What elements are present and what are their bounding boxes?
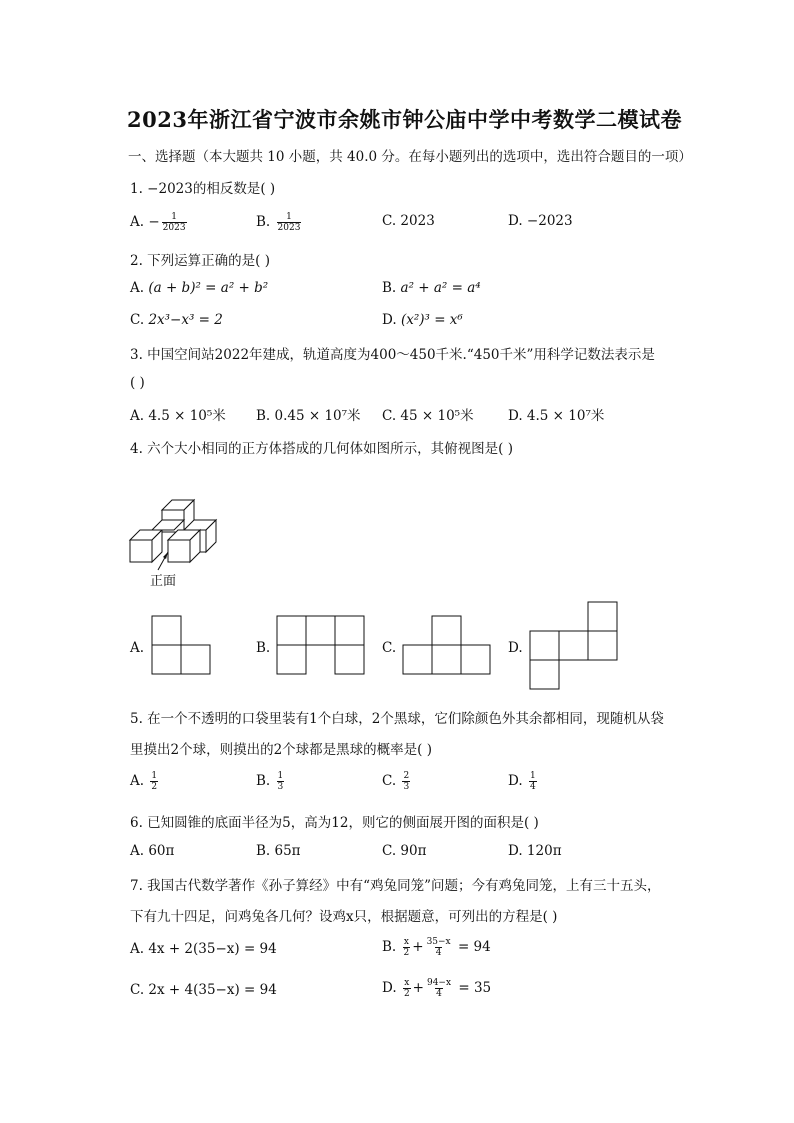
question-6-option-c: C. 90π	[382, 843, 427, 859]
question-6-stem: 6. 已知圆锥的底面半径为5，高为12，则它的侧面展开图的面积是( )	[130, 815, 539, 831]
question-5-option-b: B. $\frac{1}{3}$	[256, 771, 284, 792]
question-1-option-d: D. −2023	[508, 213, 573, 229]
fraction: $\frac{1}{2023}$	[277, 212, 301, 233]
question-4-stem: 4. 六个大小相同的正方体搭成的几何体如图所示，其俯视图是( )	[130, 441, 513, 457]
fraction: $\frac{1}{2023}$	[162, 212, 186, 233]
question-4-option-c-figure	[403, 616, 493, 676]
question-6-option-b: B. 65π	[256, 843, 301, 859]
question-3-option-a: A. 4.5 × 10⁵米	[130, 408, 226, 424]
question-2-option-b: B. a² + a² = a⁴	[382, 280, 481, 296]
question-2-option-a: A. (a + b)² = a² + b²	[130, 280, 269, 296]
question-4-option-d-figure	[530, 602, 620, 692]
question-5-stem: 5. 在一个不透明的口袋里装有1个白球，2个黑球，它们除颜色外其余都相同，现随机从袋	[130, 711, 664, 727]
question-4-option-a-label: A.	[130, 640, 145, 656]
front-view-label: 正面	[150, 574, 177, 589]
question-7-option-d: D. $\frac{x}{2}$ + $\frac{94-x}{4}$ = 35	[382, 978, 492, 999]
question-2-option-d: D. (x²)³ = x⁶	[382, 312, 463, 328]
page-title: 2023年浙江省宁波市余姚市钟公庙中学中考数学二模试卷	[127, 107, 682, 132]
question-7-option-a: A. 4x + 2(35−x) = 94	[130, 941, 277, 957]
question-1-stem: 1. −2023的相反数是( )	[130, 181, 276, 197]
section-heading: 一、选择题（本大题共 10 小题，共 40.0 分。在每小题列出的选项中，选出符合题目的一项）	[128, 149, 692, 165]
question-3-stem-cont: ( )	[130, 375, 145, 391]
question-7-option-b: B. $\frac{x}{2}$ + $\frac{35-x}{4}$ = 94	[382, 937, 491, 958]
question-2-option-c: C. 2x³−x³ = 2	[130, 312, 223, 328]
question-7-stem-cont: 下有九十四足，问鸡兔各几何？设鸡x只，根据题意，可列出的方程是( )	[130, 909, 558, 925]
question-3-stem: 3. 中国空间站2022年建成，轨道高度为400～450千米.“450千米”用科学记数法表示是	[130, 347, 655, 363]
question-1-option-b: B. $\frac{1}{2023}$	[256, 212, 301, 233]
question-7-stem: 7. 我国古代数学著作《孙子算经》中有“鸡兔同笼”问题；今有鸡兔同笼，上有三十五头，	[130, 878, 661, 894]
question-3-option-b: B. 0.45 × 10⁷米	[256, 408, 361, 424]
question-2-stem: 2. 下列运算正确的是( )	[130, 253, 270, 269]
question-4-option-d-label: D.	[508, 640, 523, 656]
question-5-option-c: C. $\frac{2}{3}$	[382, 771, 410, 792]
question-5-option-a: A. $\frac{1}{2}$	[130, 771, 158, 792]
question-7-option-c: C. 2x + 4(35−x) = 94	[130, 982, 277, 998]
question-4-option-b-label: B.	[256, 640, 271, 656]
cube-solid-figure	[128, 496, 228, 586]
question-4-option-c-label: C.	[382, 640, 397, 656]
question-5-option-d: D. $\frac{1}{4}$	[508, 771, 536, 792]
question-1-option-a: A. − $\frac{1}{2023}$	[130, 212, 186, 233]
question-3-option-d: D. 4.5 × 10⁷米	[508, 408, 605, 424]
question-4-option-b-figure	[277, 616, 367, 676]
question-3-option-c: C. 45 × 10⁵米	[382, 408, 474, 424]
question-1-option-c: C. 2023	[382, 213, 435, 229]
question-6-option-a: A. 60π	[130, 843, 175, 859]
question-6-option-d: D. 120π	[508, 843, 562, 859]
question-5-stem-cont: 里摸出2个球，则摸出的2个球都是黑球的概率是( )	[130, 742, 433, 758]
question-4-option-a-figure	[152, 616, 212, 676]
